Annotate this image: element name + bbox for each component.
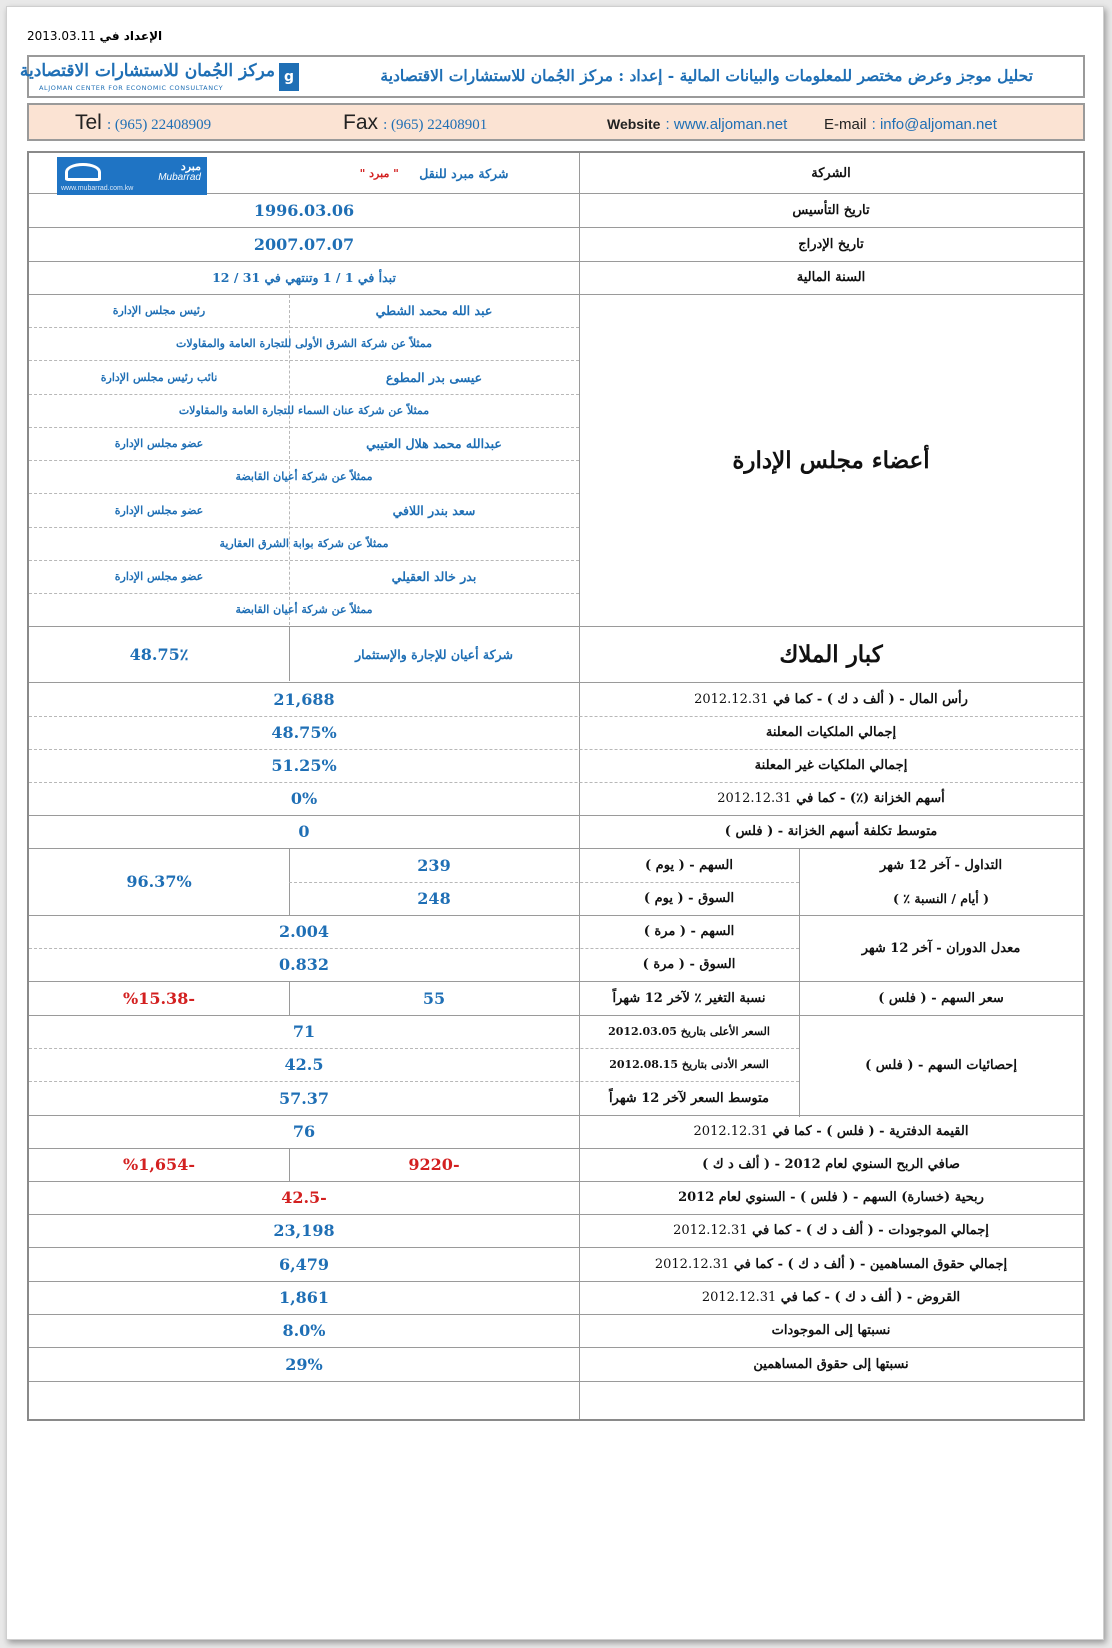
founded-label: تاريخ التأسيس <box>792 202 870 218</box>
board-member-role: عضو مجلس الإدارة <box>114 503 204 517</box>
board-member-name: سعد بندر اللافي <box>392 502 476 518</box>
stats-avg: 57.37 <box>278 1088 330 1108</box>
contact-tel: Tel : (965) 22408909 <box>75 111 212 134</box>
turnover-market-value: 0.832 <box>278 955 330 974</box>
board-member-role: عضو مجلس الإدارة <box>114 570 204 583</box>
board-member-role: عضو مجلس الإدارة <box>114 437 204 450</box>
declared-label: إجمالي الملكيات المعلنة <box>765 725 897 740</box>
equity-value: 6,479 <box>278 1254 330 1274</box>
turnover-market-label: السوق - ( مرة ) <box>642 957 736 972</box>
trading-stock-value: 239 <box>417 855 451 875</box>
prepared-date-label: الإعداد في <box>99 29 163 43</box>
board-member-rep: ممثلاً عن شركة عنان السماء للتجارة العامة والمقاولات <box>178 404 430 417</box>
eps-label: ربحية (خسارة) السهم - ( فلس ) - السنوي لعام 2012 <box>678 1190 984 1205</box>
trading-stock-label: السهم - ( يوم ) <box>645 857 733 873</box>
undeclared-label: إجمالي الملكيات غير المعلنة <box>754 758 908 773</box>
loans-label: القروض - ( ألف د ك ) - كما في 2012.12.31 <box>701 1290 961 1305</box>
board-title: أعضاء مجلس الإدارة <box>732 446 930 474</box>
board-member-name: عيسى بدر المطوع <box>385 369 483 385</box>
listed-value: 2007.07.07 <box>253 234 355 254</box>
declared-value: 48.75% <box>271 723 337 742</box>
equity-label: إجمالي حقوق المساهمين - ( ألف د ك ) - كما في 2012.12.31 <box>654 1256 1008 1272</box>
stats-low: 42.5 <box>284 1055 324 1074</box>
prepared-date-value: 2013.03.11 <box>27 29 96 43</box>
turnover-stock-value: 2.004 <box>278 922 330 941</box>
contact-email[interactable]: E-mail : info@aljoman.net <box>824 116 997 133</box>
report-page <box>6 6 1104 1640</box>
capital-label: رأس المال - ( ألف د ك ) - كما في 2012.12.31 <box>694 691 968 707</box>
treasury-cost-label: متوسط تكلفة أسهم الخزانة - ( فلس ) <box>724 824 938 839</box>
capital-value: 21,688 <box>273 689 335 709</box>
board-member-rep: ممثلاً عن شركة الشرق الأولى للتجارة العامة والمقاولات <box>176 337 432 350</box>
company-name: شركة مبرد للنقل " مبرد " <box>359 165 509 181</box>
turnover-label: معدل الدوران - آخر 12 شهر <box>861 940 1021 956</box>
report-title: تحليل موجز وعرض مختصر للمعلومات والبيانات المالية - إعداد : مركز الجُمان للاستشارات الاقتصادية <box>380 66 1033 85</box>
owners-title: كبار الملاك <box>779 640 883 668</box>
stats-high-label: السعر الأعلى بتاريخ 2012.03.05 <box>608 1025 770 1038</box>
net-profit-value: 9220- <box>408 1155 460 1174</box>
owner-name: شركة أعيان للإجارة والإستثمار <box>355 646 513 662</box>
loans-equity-label: نسبتها إلى حقوق المساهمين <box>753 1356 909 1372</box>
price-change: %15.38- <box>123 988 195 1008</box>
mubarrad-logo: مبرد Mubarrad www.mubarrad.com.kw <box>57 157 207 195</box>
board-member-name: بدر خالد العقيلي <box>391 569 477 584</box>
aljoman-logo <box>19 61 299 95</box>
assets-label: إجمالي الموجودات - ( ألف د ك ) - كما في 2012.12.31 <box>673 1223 989 1238</box>
founded-value: 1996.03.06 <box>253 200 355 220</box>
trading-label: التداول - آخر 12 شهر <box>879 857 1003 873</box>
price-change-label: نسبة التغير ٪ لآخر 12 شهراً <box>612 990 766 1006</box>
board-member-name: عبد الله محمد الشطي <box>375 303 493 318</box>
stats-high: 71 <box>292 1022 316 1041</box>
aljoman-logo-icon: g <box>279 63 299 91</box>
aljoman-logo-english: ALJOMAN CENTER FOR ECONOMIC CONSULTANCY <box>39 84 224 92</box>
trading-sublabel: ( أيام / النسبة ٪ ) <box>892 891 990 906</box>
treasury-label: أسهم الخزانة (٪) - كما في 2012.12.31 <box>717 791 945 806</box>
data-table <box>27 151 1085 1421</box>
contact-website[interactable]: Website : www.aljoman.net <box>607 116 788 133</box>
price-value: 55 <box>422 988 446 1008</box>
report-header <box>19 55 1085 98</box>
trading-market-label: السوق - ( يوم ) <box>643 891 735 906</box>
stats-avg-label: متوسط السعر لآخر 12 شهراً <box>609 1090 769 1106</box>
book-label: القيمة الدفترية - ( فلس ) - كما في 2012.12.31 <box>693 1124 969 1139</box>
loans-assets-value: 8.0% <box>282 1321 326 1340</box>
turnover-stock-label: السهم - ( مرة ) <box>643 924 735 939</box>
contact-fax: Fax : (965) 22408901 <box>343 111 488 134</box>
trading-market-value: 248 <box>417 889 451 908</box>
book-value: 76 <box>292 1122 316 1141</box>
aljoman-logo-arabic: مركز الجُمان للاستشارات الاقتصادية <box>19 61 275 81</box>
eps-value: 42.5- <box>281 1188 327 1207</box>
board-member-name: عبدالله محمد هلال العتيبي <box>366 436 502 451</box>
loans-value: 1,861 <box>278 1288 330 1307</box>
contact-bar <box>27 103 1085 141</box>
stats-label: إحصائيات السهم - ( فلس ) <box>865 1057 1017 1073</box>
board-member-rep: ممثلاً عن شركة أعيان القابضة <box>235 603 373 616</box>
fiscal-label: السنة المالية <box>796 270 866 285</box>
assets-value: 23,198 <box>273 1221 335 1240</box>
loans-equity-value: 29% <box>285 1354 323 1374</box>
board-member-role: رئيس مجلس الإدارة <box>112 304 206 317</box>
net-profit-label: صافي الربح السنوي لعام 2012 - ( ألف د ك ) <box>702 1157 960 1172</box>
board-member-role: نائب رئيس مجلس الإدارة <box>100 370 218 384</box>
owner-percent: 48.75٪ <box>129 644 189 664</box>
trading-ratio: 96.37% <box>126 872 192 891</box>
treasury-value: 0% <box>290 789 318 808</box>
net-profit-pct: %1,654- <box>123 1155 195 1174</box>
mubarrad-logo-icon <box>65 163 101 181</box>
undeclared-value: 51.25% <box>271 756 337 775</box>
stats-low-label: السعر الأدنى بتاريخ 2012.08.15 <box>609 1058 769 1071</box>
treasury-cost-value: 0 <box>298 822 310 841</box>
prepared-date <box>27 29 162 43</box>
board-member-rep: ممثلاً عن شركة بوابة الشرق العقارية <box>219 537 389 550</box>
board-member-rep: ممثلاً عن شركة أعيان القابضة <box>235 470 373 483</box>
price-label: سعر السهم - ( فلس ) <box>878 990 1004 1006</box>
listed-label: تاريخ الإدراج <box>798 236 864 252</box>
fiscal-value: تبدأ في 1 / 1 وتنتهي في 31 / 12 <box>212 270 396 285</box>
company-label: الشركة <box>811 165 851 181</box>
loans-assets-label: نسبتها إلى الموجودات <box>771 1323 891 1338</box>
